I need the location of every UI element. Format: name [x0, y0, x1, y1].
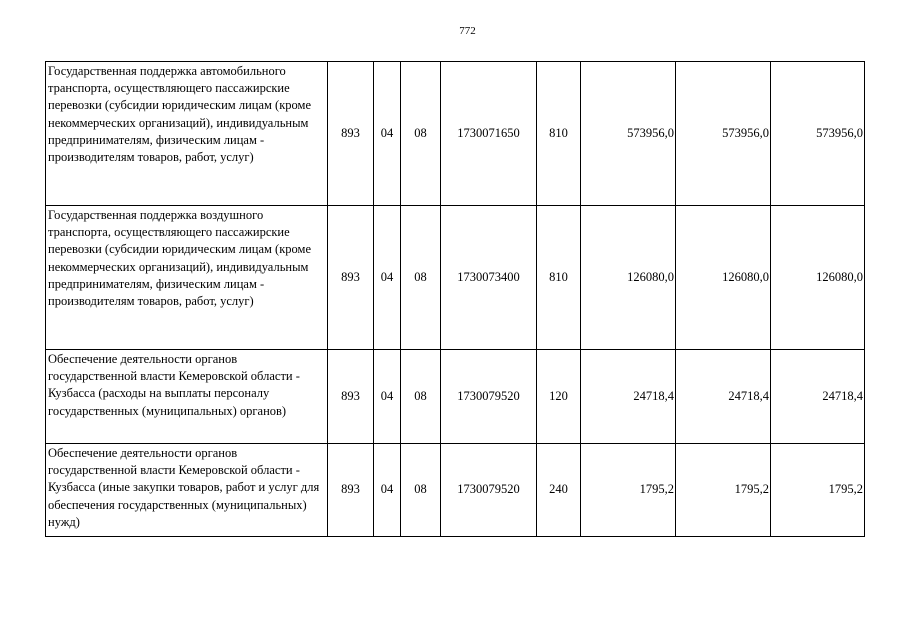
- section-code: 04: [374, 62, 401, 206]
- subsection-code: 08: [401, 206, 441, 350]
- subsection-code: 08: [401, 444, 441, 537]
- expense-type-code: 810: [537, 206, 581, 350]
- target-article-code: 1730071650: [441, 62, 537, 206]
- amount-year-3: 573956,0: [771, 62, 865, 206]
- expense-type-code: 810: [537, 62, 581, 206]
- row-description: Обеспечение деятельности органов государственной власти Кемеровской области - Кузбасса (расходы на выплаты персоналу государственных (муниципальных) органов): [46, 350, 328, 444]
- ministry-code: 893: [328, 206, 374, 350]
- row-description: Государственная поддержка воздушного транспорта, осуществляющего пассажирские перевозки (субсидии юридическим лицам (кроме некоммерческих организаций), индивидуальным предпринимателям, физическим лицам - производителям товаров, работ, услуг): [46, 206, 328, 350]
- section-code: 04: [374, 206, 401, 350]
- ministry-code: 893: [328, 444, 374, 537]
- ministry-code: 893: [328, 62, 374, 206]
- budget-table: [45, 61, 865, 537]
- table-row: [46, 206, 865, 350]
- table-row: [46, 62, 865, 206]
- table-row: [46, 350, 865, 444]
- amount-year-3: 126080,0: [771, 206, 865, 350]
- expense-type-code: 120: [537, 350, 581, 444]
- row-description: Обеспечение деятельности органов государственной власти Кемеровской области - Кузбасса (иные закупки товаров, работ и услуг для обеспечения государственных (муниципальных) нужд): [46, 444, 328, 537]
- amount-year-2: 573956,0: [676, 62, 771, 206]
- ministry-code: 893: [328, 350, 374, 444]
- amount-year-2: 24718,4: [676, 350, 771, 444]
- amount-year-2: 1795,2: [676, 444, 771, 537]
- row-description: Государственная поддержка автомобильного транспорта, осуществляющего пассажирские перевозки (субсидии юридическим лицам (кроме некоммерческих организаций), индивидуальным предпринимателям, физическим лицам - производителям товаров, работ, услуг): [46, 62, 328, 206]
- amount-year-1: 126080,0: [581, 206, 676, 350]
- amount-year-3: 1795,2: [771, 444, 865, 537]
- target-article-code: 1730079520: [441, 444, 537, 537]
- section-code: 04: [374, 350, 401, 444]
- amount-year-1: 1795,2: [581, 444, 676, 537]
- section-code: 04: [374, 444, 401, 537]
- amount-year-1: 24718,4: [581, 350, 676, 444]
- amount-year-3: 24718,4: [771, 350, 865, 444]
- amount-year-2: 126080,0: [676, 206, 771, 350]
- target-article-code: 1730073400: [441, 206, 537, 350]
- amount-year-1: 573956,0: [581, 62, 676, 206]
- table-row: [46, 444, 865, 537]
- subsection-code: 08: [401, 62, 441, 206]
- expense-type-code: 240: [537, 444, 581, 537]
- target-article-code: 1730079520: [441, 350, 537, 444]
- page-number: 772: [459, 25, 476, 37]
- subsection-code: 08: [401, 350, 441, 444]
